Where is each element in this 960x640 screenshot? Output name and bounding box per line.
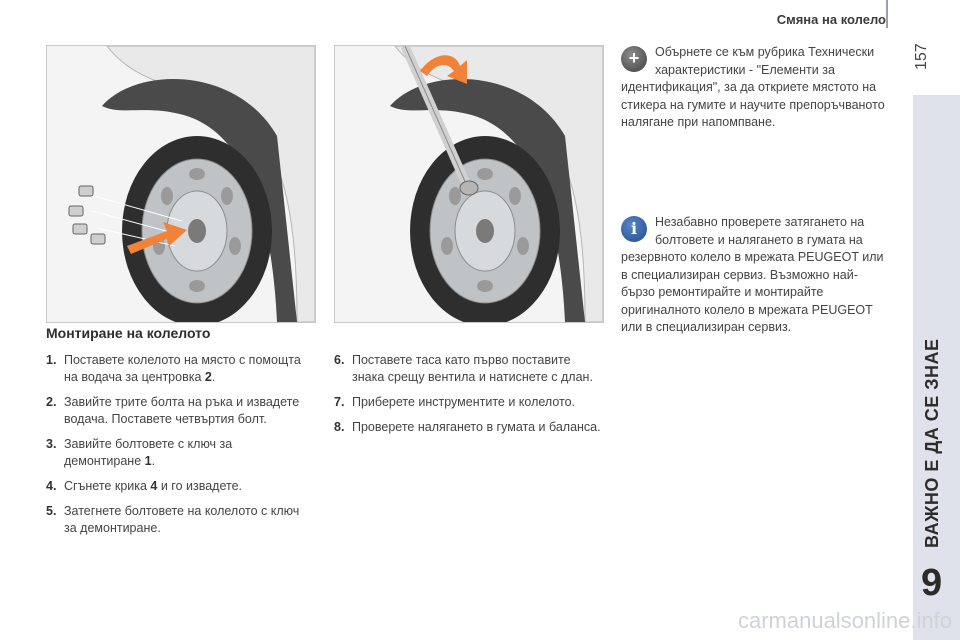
list-item: [334, 394, 604, 411]
note-tech-specs: [621, 44, 886, 132]
step-text-end: и го извадете.: [157, 479, 243, 493]
step-ref: 4: [150, 479, 158, 493]
step-number: 8.: [334, 420, 345, 434]
steps-list-left: [46, 352, 311, 545]
step-text: Проверете налягането в гумата и баланса.: [352, 420, 601, 434]
steps-list-right: [334, 352, 604, 444]
note-text: Обърнете се към рубрика Технически характеристики - "Елементи за идентификация", за да откриете мястото на стикера на гумите и научите препоръчваното налягане при напомпване.: [621, 45, 885, 129]
step-text: Приберете инструментите и колелото.: [352, 395, 576, 409]
chapter-number: 9: [921, 562, 943, 604]
wheel-mount-drawing: [47, 46, 315, 322]
step-text-end: .: [211, 370, 216, 384]
info-icon: i: [621, 216, 647, 242]
step-ref: 1: [144, 454, 152, 468]
plus-icon: +: [621, 46, 647, 72]
note-text: Незабавно проверете затягането на болтовете и налягането в гумата на резервното колело в мрежата PEUGEOT или в специализиран сервиз. Възможно най-бързо ремонтирайте и монтирайте оригиналното колело в мрежата PEUGEOT или в специализиран сервиз.: [621, 215, 884, 334]
step-number: 6.: [334, 353, 345, 367]
list-item: [334, 419, 604, 436]
step-text: Поставете колелото на място с помощта на водача за центровка: [64, 353, 301, 384]
step-number: 4.: [46, 479, 57, 493]
wheel-mount-illustration: [46, 45, 316, 323]
list-item: [334, 352, 604, 386]
step-number: 1.: [46, 353, 57, 367]
watermark: carmanualsonline.info: [737, 608, 952, 633]
list-item: [46, 394, 311, 428]
list-item: [46, 352, 311, 386]
step-ref: 2: [204, 370, 212, 384]
note-check-bolts: [621, 214, 886, 337]
wheel-tighten-illustration: [334, 45, 604, 323]
step-text: Сгънете крика: [64, 479, 151, 493]
page-number-text: 157: [913, 43, 930, 70]
list-item: [46, 436, 311, 470]
section-title: Монтиране на колелото: [46, 325, 211, 341]
step-number: 2.: [46, 395, 57, 409]
step-number: 7.: [334, 395, 345, 409]
step-text: Затегнете болтовете на колелото с ключ за демонтиране.: [64, 504, 300, 535]
header-title: Смяна на колело: [776, 12, 886, 27]
header-divider: [886, 0, 888, 28]
page-number: [913, 43, 931, 70]
step-text-end: .: [151, 454, 156, 468]
list-item: [46, 503, 311, 537]
step-text: Поставете таса като първо поставите знака срещу вентила и натиснете с длан.: [352, 353, 593, 384]
step-text: Завийте трите болта на ръка и извадете водача. Поставете четвъртия болт.: [64, 395, 300, 426]
wheel-tighten-drawing: [335, 46, 603, 322]
chapter-title: ВАЖНО Е ДА СЕ ЗНАЕ: [922, 338, 942, 548]
step-number: 5.: [46, 504, 57, 518]
step-number: 3.: [46, 437, 57, 451]
step-text: Завийте болтовете с ключ за демонтиране: [64, 437, 233, 468]
list-item: [46, 478, 311, 495]
